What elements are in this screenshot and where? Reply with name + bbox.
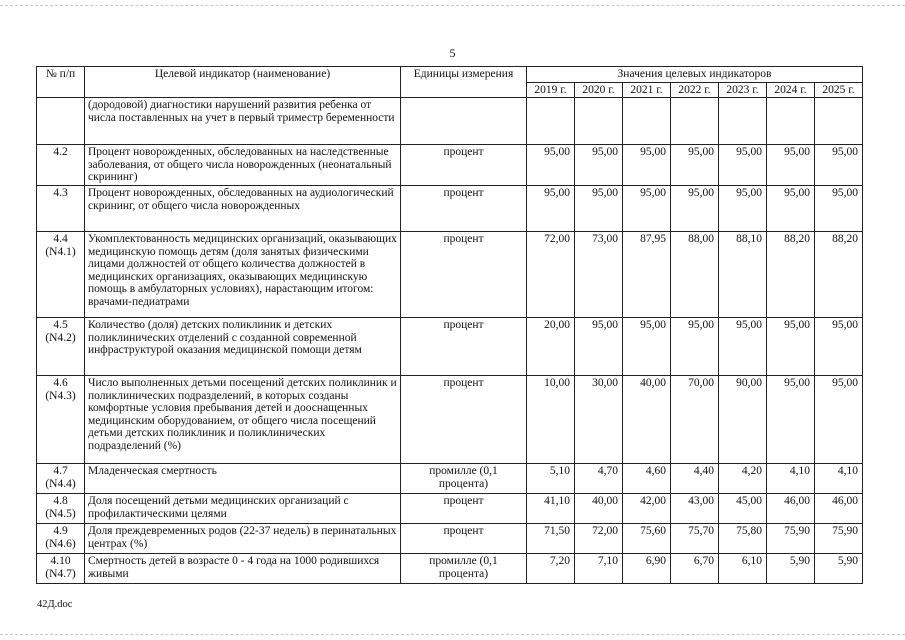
indicator-value bbox=[767, 98, 815, 145]
row-number: 4.5 (N4.2) bbox=[37, 317, 85, 375]
row-number: 4.6 (N4.3) bbox=[37, 375, 85, 463]
indicator-value bbox=[623, 98, 671, 145]
indicator-value: 46,00 bbox=[767, 493, 815, 523]
indicator-value: 95,00 bbox=[527, 145, 575, 186]
indicator-value: 95,00 bbox=[671, 185, 719, 231]
row-number: 4.9 (N4.6) bbox=[37, 523, 85, 553]
indicator-value: 95,00 bbox=[815, 145, 863, 186]
scan-edge-bottom bbox=[0, 634, 905, 636]
row-number: 4.10 (N4.7) bbox=[37, 553, 85, 583]
indicator-unit: процент bbox=[401, 185, 527, 231]
header-unit: Единицы измерения bbox=[401, 67, 527, 98]
row-number: 4.4 (N4.1) bbox=[37, 231, 85, 317]
indicator-value: 7,20 bbox=[527, 553, 575, 583]
indicator-value: 72,00 bbox=[527, 231, 575, 317]
row-number: 4.2 bbox=[37, 145, 85, 186]
indicator-name: Количество (доля) детских поликлиник и детских поликлинических отделений с созданной современной инфраструктурой оказания медицинской помощи детям bbox=[85, 317, 401, 375]
indicator-name: Доля посещений детьми медицинских организаций с профилактическими целями bbox=[85, 493, 401, 523]
indicator-value: 46,00 bbox=[815, 493, 863, 523]
table-row bbox=[37, 231, 863, 317]
indicator-name: Смертность детей в возрасте 0 - 4 года на 1000 родившихся живыми bbox=[85, 553, 401, 583]
table-row bbox=[37, 98, 863, 145]
indicator-value: 95,00 bbox=[575, 185, 623, 231]
indicator-name: Процент новорожденных, обследованных на наследственные заболевания, от общего числа новорожденных (неонатальный скрининг) bbox=[85, 145, 401, 186]
indicator-value: 5,90 bbox=[815, 553, 863, 583]
indicators-table bbox=[36, 66, 863, 584]
indicator-name: Доля преждевременных родов (22-37 недель) в перинатальных центрах (%) bbox=[85, 523, 401, 553]
indicator-value: 6,10 bbox=[719, 553, 767, 583]
scan-edge-top bbox=[0, 5, 905, 7]
indicator-value: 75,90 bbox=[767, 523, 815, 553]
indicator-name: Укомплектованность медицинских организаций, оказывающих медицинскую помощь детям (доля занятых физическими лицами должностей от общего количества должностей в медицинских организациях, оказывающих медицинскую помощь в амбулаторных условиях), нарастающим итогом: врачами-педиатрами bbox=[85, 231, 401, 317]
indicator-value: 95,00 bbox=[719, 185, 767, 231]
indicator-unit: процент bbox=[401, 493, 527, 523]
indicator-value: 4,10 bbox=[767, 463, 815, 493]
indicator-value: 72,00 bbox=[575, 523, 623, 553]
header-year: 2022 г. bbox=[671, 82, 719, 98]
indicator-value: 95,00 bbox=[815, 317, 863, 375]
indicator-value bbox=[527, 98, 575, 145]
indicator-value: 40,00 bbox=[575, 493, 623, 523]
indicator-value: 40,00 bbox=[623, 375, 671, 463]
table-body bbox=[37, 98, 863, 584]
indicator-value: 95,00 bbox=[767, 317, 815, 375]
indicator-value: 95,00 bbox=[719, 317, 767, 375]
indicator-name: Младенческая смертность bbox=[85, 463, 401, 493]
indicator-value: 75,90 bbox=[815, 523, 863, 553]
indicator-name: Число выполненных детьми посещений детских поликлиник и поликлинических подразделений, в которых созданы комфортные условия пребывания детей и дооснащенных медицинским оборудованием, от общего числа посещений детьми детских поликлиник и поликлинических подразделений (%) bbox=[85, 375, 401, 463]
indicator-value: 30,00 bbox=[575, 375, 623, 463]
header-num: № п/п bbox=[37, 67, 85, 98]
table-row bbox=[37, 463, 863, 493]
indicator-value: 95,00 bbox=[671, 317, 719, 375]
indicator-value: 4,60 bbox=[623, 463, 671, 493]
indicator-unit: процент bbox=[401, 317, 527, 375]
header-year: 2020 г. bbox=[575, 82, 623, 98]
indicator-value: 88,20 bbox=[767, 231, 815, 317]
indicator-value: 75,70 bbox=[671, 523, 719, 553]
header-year: 2023 г. bbox=[719, 82, 767, 98]
indicator-unit: процент bbox=[401, 145, 527, 186]
indicator-value: 95,00 bbox=[527, 185, 575, 231]
indicator-value: 41,10 bbox=[527, 493, 575, 523]
header-year: 2019 г. bbox=[527, 82, 575, 98]
indicator-value: 95,00 bbox=[719, 145, 767, 186]
table-row bbox=[37, 185, 863, 231]
indicator-value: 10,00 bbox=[527, 375, 575, 463]
indicator-value: 20,00 bbox=[527, 317, 575, 375]
indicator-value: 88,10 bbox=[719, 231, 767, 317]
indicator-value: 87,95 bbox=[623, 231, 671, 317]
header-year: 2025 г. bbox=[815, 82, 863, 98]
indicator-value: 6,70 bbox=[671, 553, 719, 583]
indicator-value: 5,10 bbox=[527, 463, 575, 493]
header-year: 2021 г. bbox=[623, 82, 671, 98]
indicator-value bbox=[815, 98, 863, 145]
indicator-value: 95,00 bbox=[623, 185, 671, 231]
indicator-value: 95,00 bbox=[815, 185, 863, 231]
row-number bbox=[37, 98, 85, 145]
table-row bbox=[37, 375, 863, 463]
indicator-value: 90,00 bbox=[719, 375, 767, 463]
table-row bbox=[37, 145, 863, 186]
indicator-name: (дородовой) диагностики нарушений развития ребенка от числа поставленных на учет в первый триместр беременности bbox=[85, 98, 401, 145]
row-number: 4.7 (N4.4) bbox=[37, 463, 85, 493]
header-row-top bbox=[37, 67, 863, 83]
indicator-value: 43,00 bbox=[671, 493, 719, 523]
indicator-value: 88,00 bbox=[671, 231, 719, 317]
indicator-value: 4,20 bbox=[719, 463, 767, 493]
indicator-value bbox=[575, 98, 623, 145]
indicator-name: Процент новорожденных, обследованных на аудиологический скрининг, от общего числа новорожденных bbox=[85, 185, 401, 231]
indicator-unit: промилле (0,1 процента) bbox=[401, 463, 527, 493]
indicator-value: 95,00 bbox=[671, 145, 719, 186]
indicator-value: 6,90 bbox=[623, 553, 671, 583]
row-number: 4.3 bbox=[37, 185, 85, 231]
table-row bbox=[37, 493, 863, 523]
indicator-value: 75,80 bbox=[719, 523, 767, 553]
indicator-value: 73,00 bbox=[575, 231, 623, 317]
indicator-value bbox=[671, 98, 719, 145]
indicator-unit: процент bbox=[401, 231, 527, 317]
indicator-value: 4,10 bbox=[815, 463, 863, 493]
indicator-unit: процент bbox=[401, 375, 527, 463]
page-number: 5 bbox=[449, 46, 456, 60]
row-number: 4.8 (N4.5) bbox=[37, 493, 85, 523]
indicator-value: 45,00 bbox=[719, 493, 767, 523]
indicator-value: 95,00 bbox=[575, 145, 623, 186]
indicator-value: 95,00 bbox=[575, 317, 623, 375]
indicator-value: 75,60 bbox=[623, 523, 671, 553]
table-row bbox=[37, 317, 863, 375]
indicator-value: 71,50 bbox=[527, 523, 575, 553]
table-row bbox=[37, 553, 863, 583]
indicator-value: 5,90 bbox=[767, 553, 815, 583]
indicator-value: 88,20 bbox=[815, 231, 863, 317]
indicator-value: 4,70 bbox=[575, 463, 623, 493]
footer-filename: 42Д.doc bbox=[37, 599, 73, 610]
indicator-value: 95,00 bbox=[767, 375, 815, 463]
indicator-value: 95,00 bbox=[767, 185, 815, 231]
indicator-value bbox=[719, 98, 767, 145]
header-values-group: Значения целевых индикаторов bbox=[527, 67, 863, 83]
indicator-unit: промилле (0,1 процента) bbox=[401, 553, 527, 583]
header-indicator: Целевой индикатор (наименование) bbox=[85, 67, 401, 98]
indicator-value: 95,00 bbox=[767, 145, 815, 186]
indicator-value: 95,00 bbox=[815, 375, 863, 463]
indicator-value: 95,00 bbox=[623, 317, 671, 375]
indicator-value: 4,40 bbox=[671, 463, 719, 493]
table-row bbox=[37, 523, 863, 553]
indicator-value: 95,00 bbox=[623, 145, 671, 186]
header-year: 2024 г. bbox=[767, 82, 815, 98]
indicator-unit: процент bbox=[401, 523, 527, 553]
indicator-value: 70,00 bbox=[671, 375, 719, 463]
indicator-value: 7,10 bbox=[575, 553, 623, 583]
indicator-unit bbox=[401, 98, 527, 145]
indicator-value: 42,00 bbox=[623, 493, 671, 523]
